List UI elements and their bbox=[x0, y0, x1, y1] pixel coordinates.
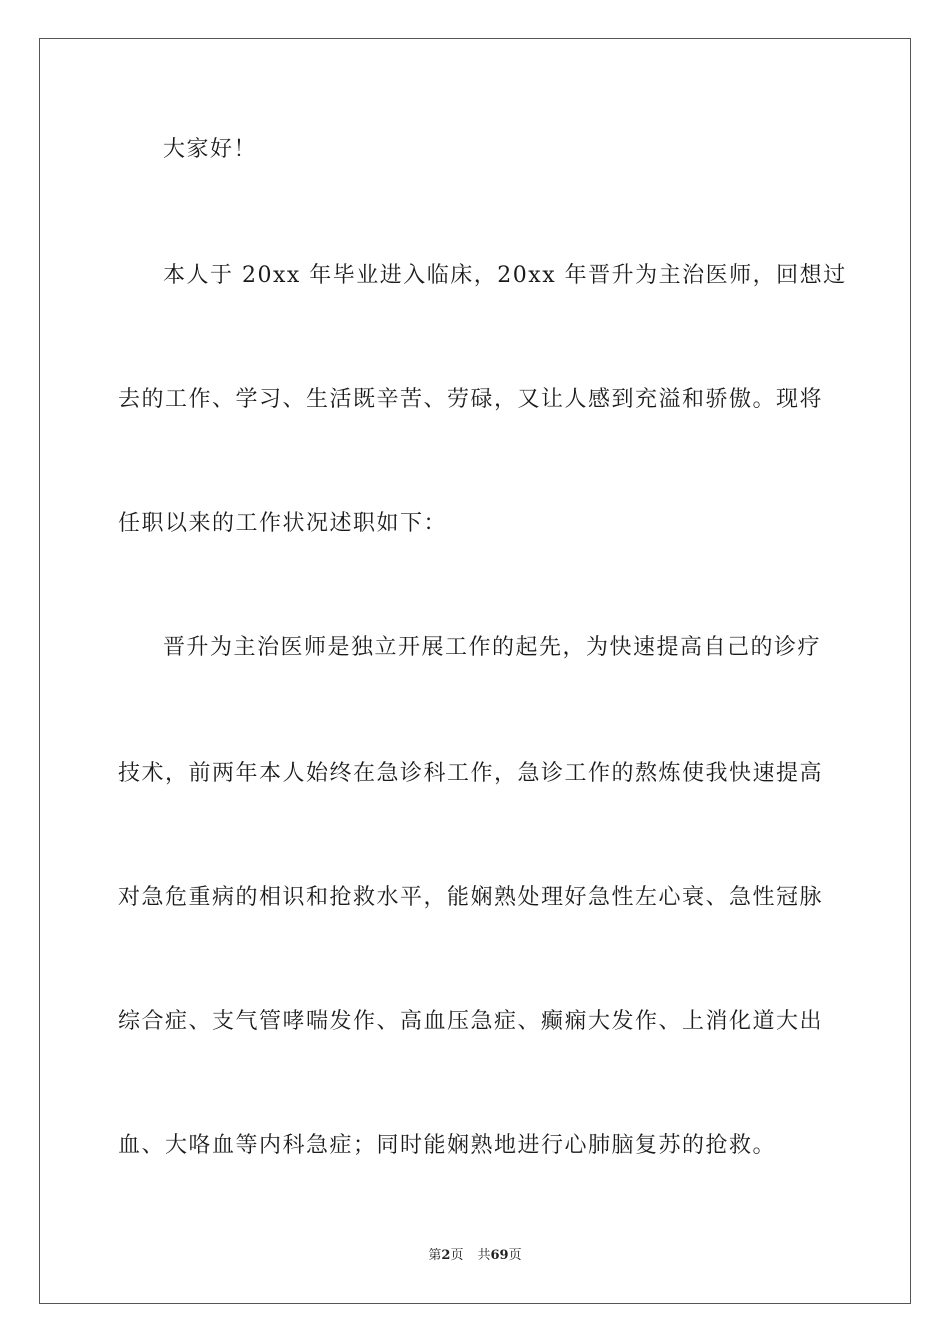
paragraph-2-line-4: 综合症、支气管哮喘发作、高血压急症、癫痫大发作、上消化道大出 bbox=[118, 1009, 824, 1034]
paragraph-1-line-3: 任职以来的工作状况述职如下： bbox=[118, 511, 448, 536]
paragraph-1-line-2: 去的工作、学习、生活既辛苦、劳碌，又让人感到充溢和骄傲。现将 bbox=[118, 387, 824, 412]
paragraph-1-line-1: 本人于 20xx 年毕业进入临床，20xx 年晋升为主治医师，回想过 bbox=[163, 263, 847, 288]
paragraph-2-line-1: 晋升为主治医师是独立开展工作的起先，为快速提高自己的诊疗 bbox=[163, 635, 822, 660]
page-border bbox=[39, 38, 911, 1304]
page-number: 2 bbox=[441, 1248, 451, 1263]
paragraph-2-line-2: 技术，前两年本人始终在急诊科工作，急诊工作的熬炼使我快速提高 bbox=[118, 761, 824, 786]
total-prefix: 共 bbox=[477, 1248, 491, 1263]
page-prefix: 第 bbox=[428, 1248, 442, 1263]
greeting-line: 大家好！ bbox=[163, 137, 258, 162]
total-suffix: 页 bbox=[508, 1248, 522, 1263]
page-suffix: 页 bbox=[450, 1248, 464, 1263]
paragraph-2-line-5: 血、大咯血等内科急症；同时能娴熟地进行心肺脑复苏的抢救。 bbox=[118, 1133, 777, 1158]
page-footer bbox=[0, 1247, 950, 1265]
paragraph-2-line-3: 对急危重病的相识和抢救水平，能娴熟处理好急性左心衰、急性冠脉 bbox=[118, 885, 824, 910]
total-pages: 69 bbox=[490, 1248, 509, 1263]
